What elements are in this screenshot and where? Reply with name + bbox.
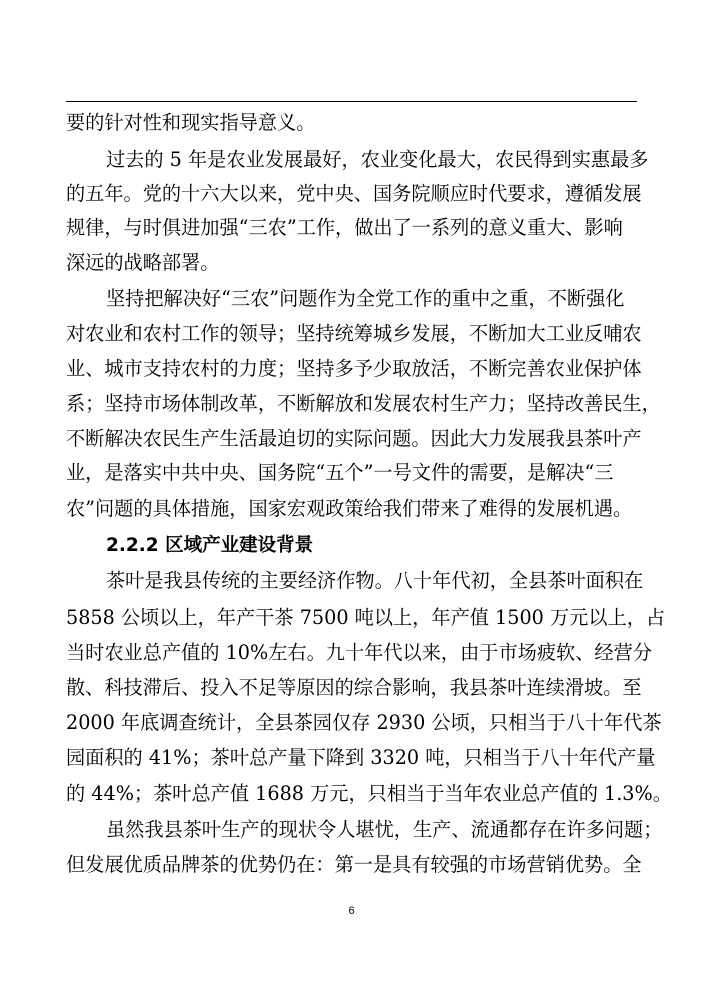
page-number: 6 (348, 905, 355, 917)
text-line: 的五年。党的十六大以来，党中央、国务院顺应时代要求，遵循发展 (66, 182, 642, 205)
text-line: 要的针对性和现实指导意义。 (66, 111, 316, 134)
text-line: 当时农业总产值的 10%左右。九十年代以来，由于市场疲软、经营分 (66, 641, 652, 664)
header-rule (66, 101, 637, 102)
text-line: 散、科技滞后、投入不足等原因的综合影响，我县茶叶连续滑坡。至 (66, 676, 642, 699)
text-line: 系；坚持市场体制改革，不断解放和发展农村生产力；坚持改善民生， (66, 392, 661, 415)
section-heading: 2.2.2 区域产业建设背景 (106, 535, 314, 556)
text-line: 深远的战略部署。 (66, 251, 220, 274)
text-line: 规律，与时俱进加强“三农”工作，做出了一系列的意义重大、影响 (66, 216, 623, 239)
text-line: 的 44%；茶叶总产值 1688 万元，只相当于当年农业总产值的 1.3%。 (66, 782, 672, 805)
text-line: 坚持把解决好“三农”问题作为全党工作的重中之重，不断强化 (106, 287, 625, 310)
text-line: 但发展优质品牌茶的优势仍在：第一是具有较强的市场营销优势。全 (66, 853, 642, 876)
text-line: 茶叶是我县传统的主要经济作物。八十年代初，全县茶叶面积在 (106, 569, 644, 592)
text-line: 2000 年底调查统计，全县茶园仅存 2930 公顷，只相当于八十年代茶 (66, 711, 662, 734)
text-line: 不断解决农民生产生活最迫切的实际问题。因此大力发展我县茶叶产 (66, 427, 642, 450)
text-line: 农”问题的具体措施，国家宏观政策给我们带来了难得的发展机遇。 (66, 497, 633, 520)
text-line: 5858 公顷以上，年产干茶 7500 吨以上，年产值 1500 万元以上，占 (66, 606, 666, 629)
text-line: 虽然我县茶叶生产的现状令人堪忧，生产、流通都存在许多问题； (106, 818, 663, 841)
text-line: 业，是落实中共中央、国务院“五个”一号文件的需要，是解决“三 (66, 461, 614, 484)
text-line: 业、城市支持农村的力度；坚持多予少取放活，不断完善农业保护体 (66, 357, 642, 380)
text-line: 过去的 5 年是农业发展最好，农业变化最大，农民得到实惠最多 (106, 148, 649, 171)
text-line: 园面积的 41%；茶叶总产量下降到 3320 吨，只相当于八十年代产量 (66, 746, 656, 769)
text-line: 对农业和农村工作的领导；坚持统筹城乡发展，不断加大工业反哺农 (66, 322, 642, 345)
